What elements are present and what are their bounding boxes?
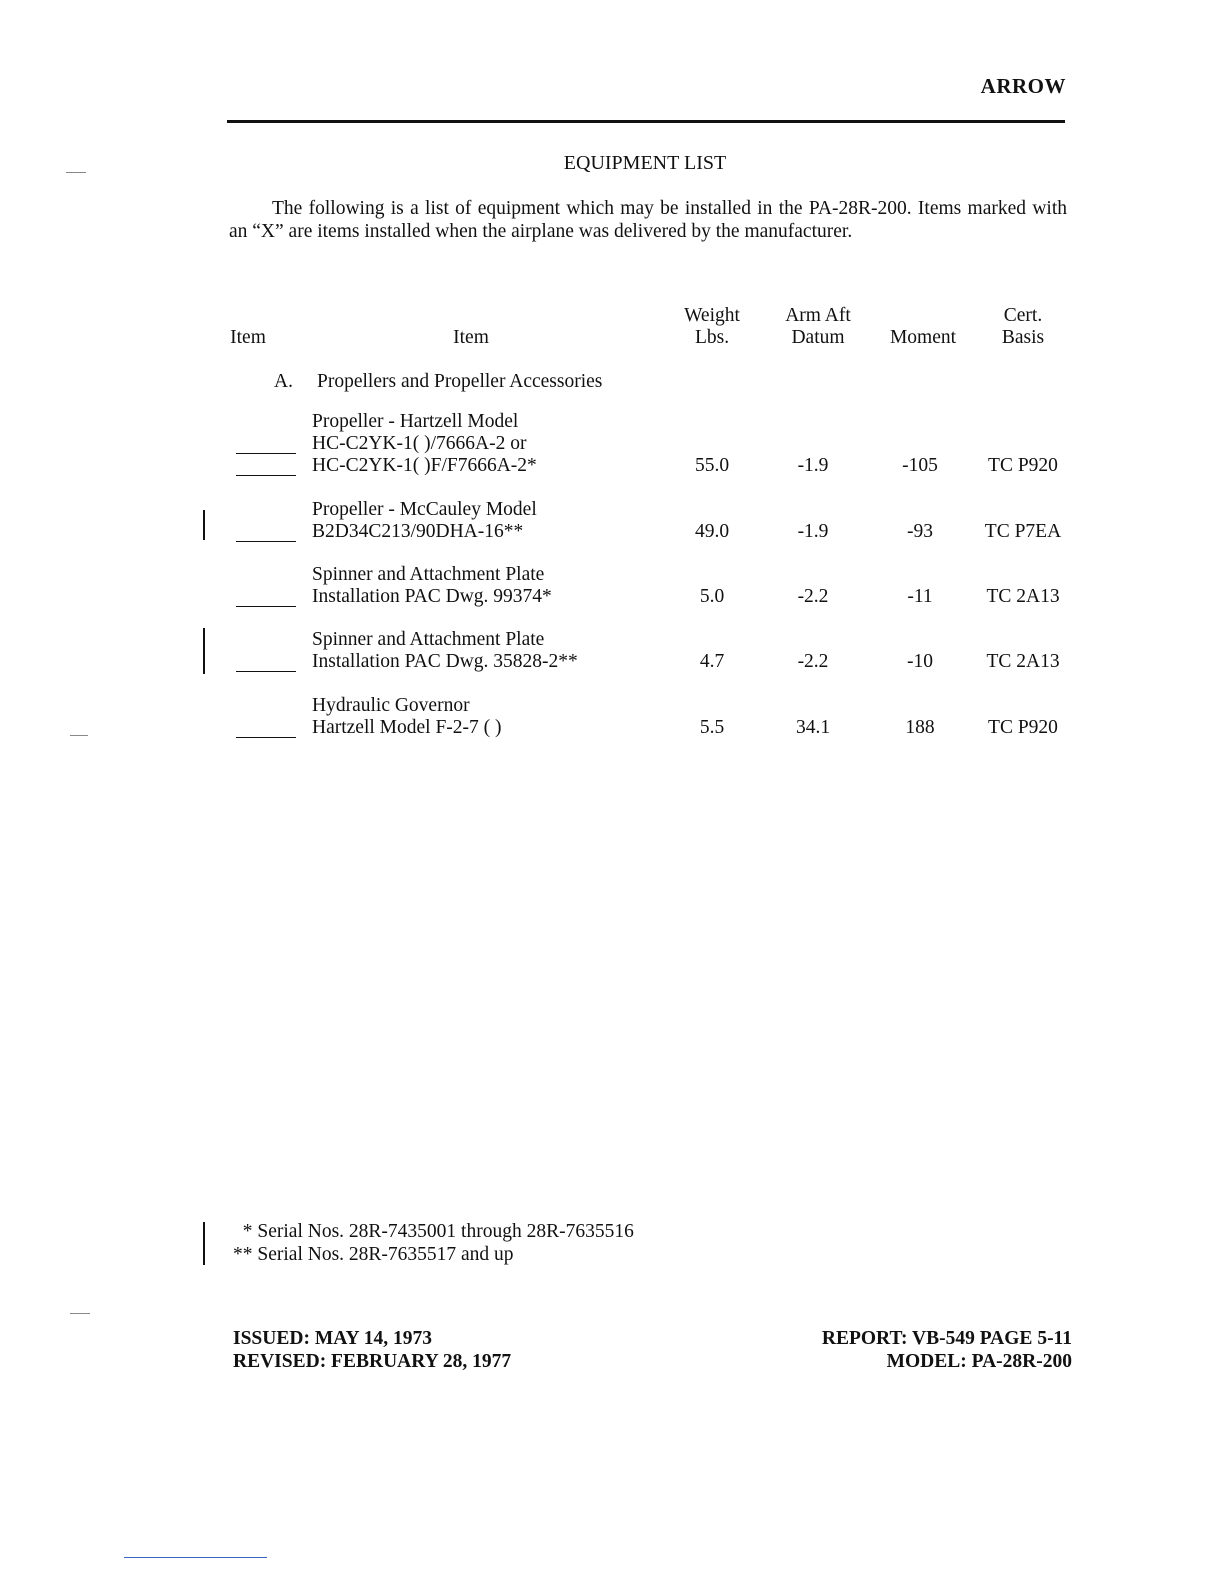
row-arm: -2.2 xyxy=(797,586,829,607)
row-arm: -2.2 xyxy=(797,651,829,672)
row-desc-line: Propeller - Hartzell Model xyxy=(312,411,519,432)
row-moment: 188 xyxy=(905,717,935,738)
row-cert: TC 2A13 xyxy=(986,651,1060,672)
row-cert: TC P7EA xyxy=(984,521,1062,542)
scan-mark xyxy=(66,172,86,173)
col-header-item-mark: Item xyxy=(230,327,266,348)
report-number: REPORT: VB-549 PAGE 5-11 xyxy=(821,1328,1072,1349)
col-header-weight-line2: Lbs. xyxy=(694,327,730,348)
row-weight: 5.5 xyxy=(699,717,725,738)
row-arm: 34.1 xyxy=(795,717,831,738)
revision-bar xyxy=(203,628,205,674)
row-moment: -11 xyxy=(907,586,933,607)
col-header-arm-line2: Datum xyxy=(791,327,845,348)
footnotes xyxy=(233,1220,634,1266)
row-moment: -10 xyxy=(907,651,933,672)
footer-report xyxy=(822,1327,1072,1373)
install-mark-blank xyxy=(236,671,296,672)
footer-dates xyxy=(233,1327,511,1373)
col-header-item: Item xyxy=(453,327,489,348)
row-weight: 4.7 xyxy=(699,651,725,672)
col-header-weight xyxy=(672,305,752,349)
install-mark-blank xyxy=(236,737,296,738)
header-rule xyxy=(227,120,1065,123)
page-title: EQUIPMENT LIST xyxy=(563,152,727,174)
row-arm: -1.9 xyxy=(797,521,829,542)
install-mark-blank xyxy=(236,606,296,607)
row-moment: -105 xyxy=(902,455,938,476)
scan-mark xyxy=(70,1313,90,1314)
revised-date: REVISED: FEBRUARY 28, 1977 xyxy=(233,1351,512,1372)
col-header-cert-line1: Cert. xyxy=(1003,305,1043,326)
col-header-weight-line1: Weight xyxy=(684,305,740,326)
revision-bar xyxy=(203,510,205,540)
model-number: MODEL: PA-28R-200 xyxy=(886,1351,1072,1372)
row-cert: TC P920 xyxy=(988,455,1058,476)
section-letter: A. xyxy=(274,371,293,392)
footnote-double-star: ** Serial Nos. 28R-7635517 and up xyxy=(233,1244,514,1265)
col-header-moment: Moment xyxy=(889,327,957,348)
install-mark-blank xyxy=(236,453,296,454)
row-desc-line: HC-C2YK-1( )/7666A-2 or xyxy=(312,433,527,454)
row-weight: 55.0 xyxy=(694,455,730,476)
row-desc-line: Installation PAC Dwg. 99374* xyxy=(312,586,552,607)
row-weight: 5.0 xyxy=(699,586,725,607)
row-cert: TC 2A13 xyxy=(986,586,1060,607)
col-header-cert xyxy=(985,305,1061,349)
row-desc-line: Hartzell Model F-2-7 ( ) xyxy=(312,717,502,738)
row-desc-line: Hydraulic Governor xyxy=(312,695,470,716)
col-header-arm-line1: Arm Aft xyxy=(785,305,851,326)
col-header-cert-line2: Basis xyxy=(1001,327,1045,348)
row-desc-line: B2D34C213/90DHA-16** xyxy=(312,521,524,542)
header-title: ARROW xyxy=(980,74,1066,98)
revision-bar xyxy=(203,1222,205,1265)
row-arm: -1.9 xyxy=(797,455,829,476)
row-desc-line: Propeller - McCauley Model xyxy=(312,499,537,520)
col-header-arm xyxy=(775,305,861,349)
row-desc-line: HC-C2YK-1( )F/F7666A-2* xyxy=(312,455,537,476)
section-title: Propellers and Propeller Accessories xyxy=(317,371,603,392)
scan-edge-line xyxy=(124,1557,267,1558)
install-mark-blank xyxy=(236,541,296,542)
footnote-single-star: * Serial Nos. 28R-7435001 through 28R-7635516 xyxy=(233,1221,634,1242)
row-moment: -93 xyxy=(907,521,933,542)
intro-paragraph: The following is a list of equipment which may be installed in the PA-28R-200. Items marked with an “X” are items installed when the airplane was delivered by the manufacturer. xyxy=(229,198,1067,242)
row-weight: 49.0 xyxy=(694,521,730,542)
row-desc-line: Spinner and Attachment Plate xyxy=(312,564,545,585)
issued-date: ISSUED: MAY 14, 1973 xyxy=(233,1328,432,1349)
scan-mark xyxy=(70,735,88,736)
row-desc-line: Installation PAC Dwg. 35828-2** xyxy=(312,651,578,672)
install-mark-blank xyxy=(236,475,296,476)
row-desc-line: Spinner and Attachment Plate xyxy=(312,629,545,650)
row-cert: TC P920 xyxy=(988,717,1058,738)
